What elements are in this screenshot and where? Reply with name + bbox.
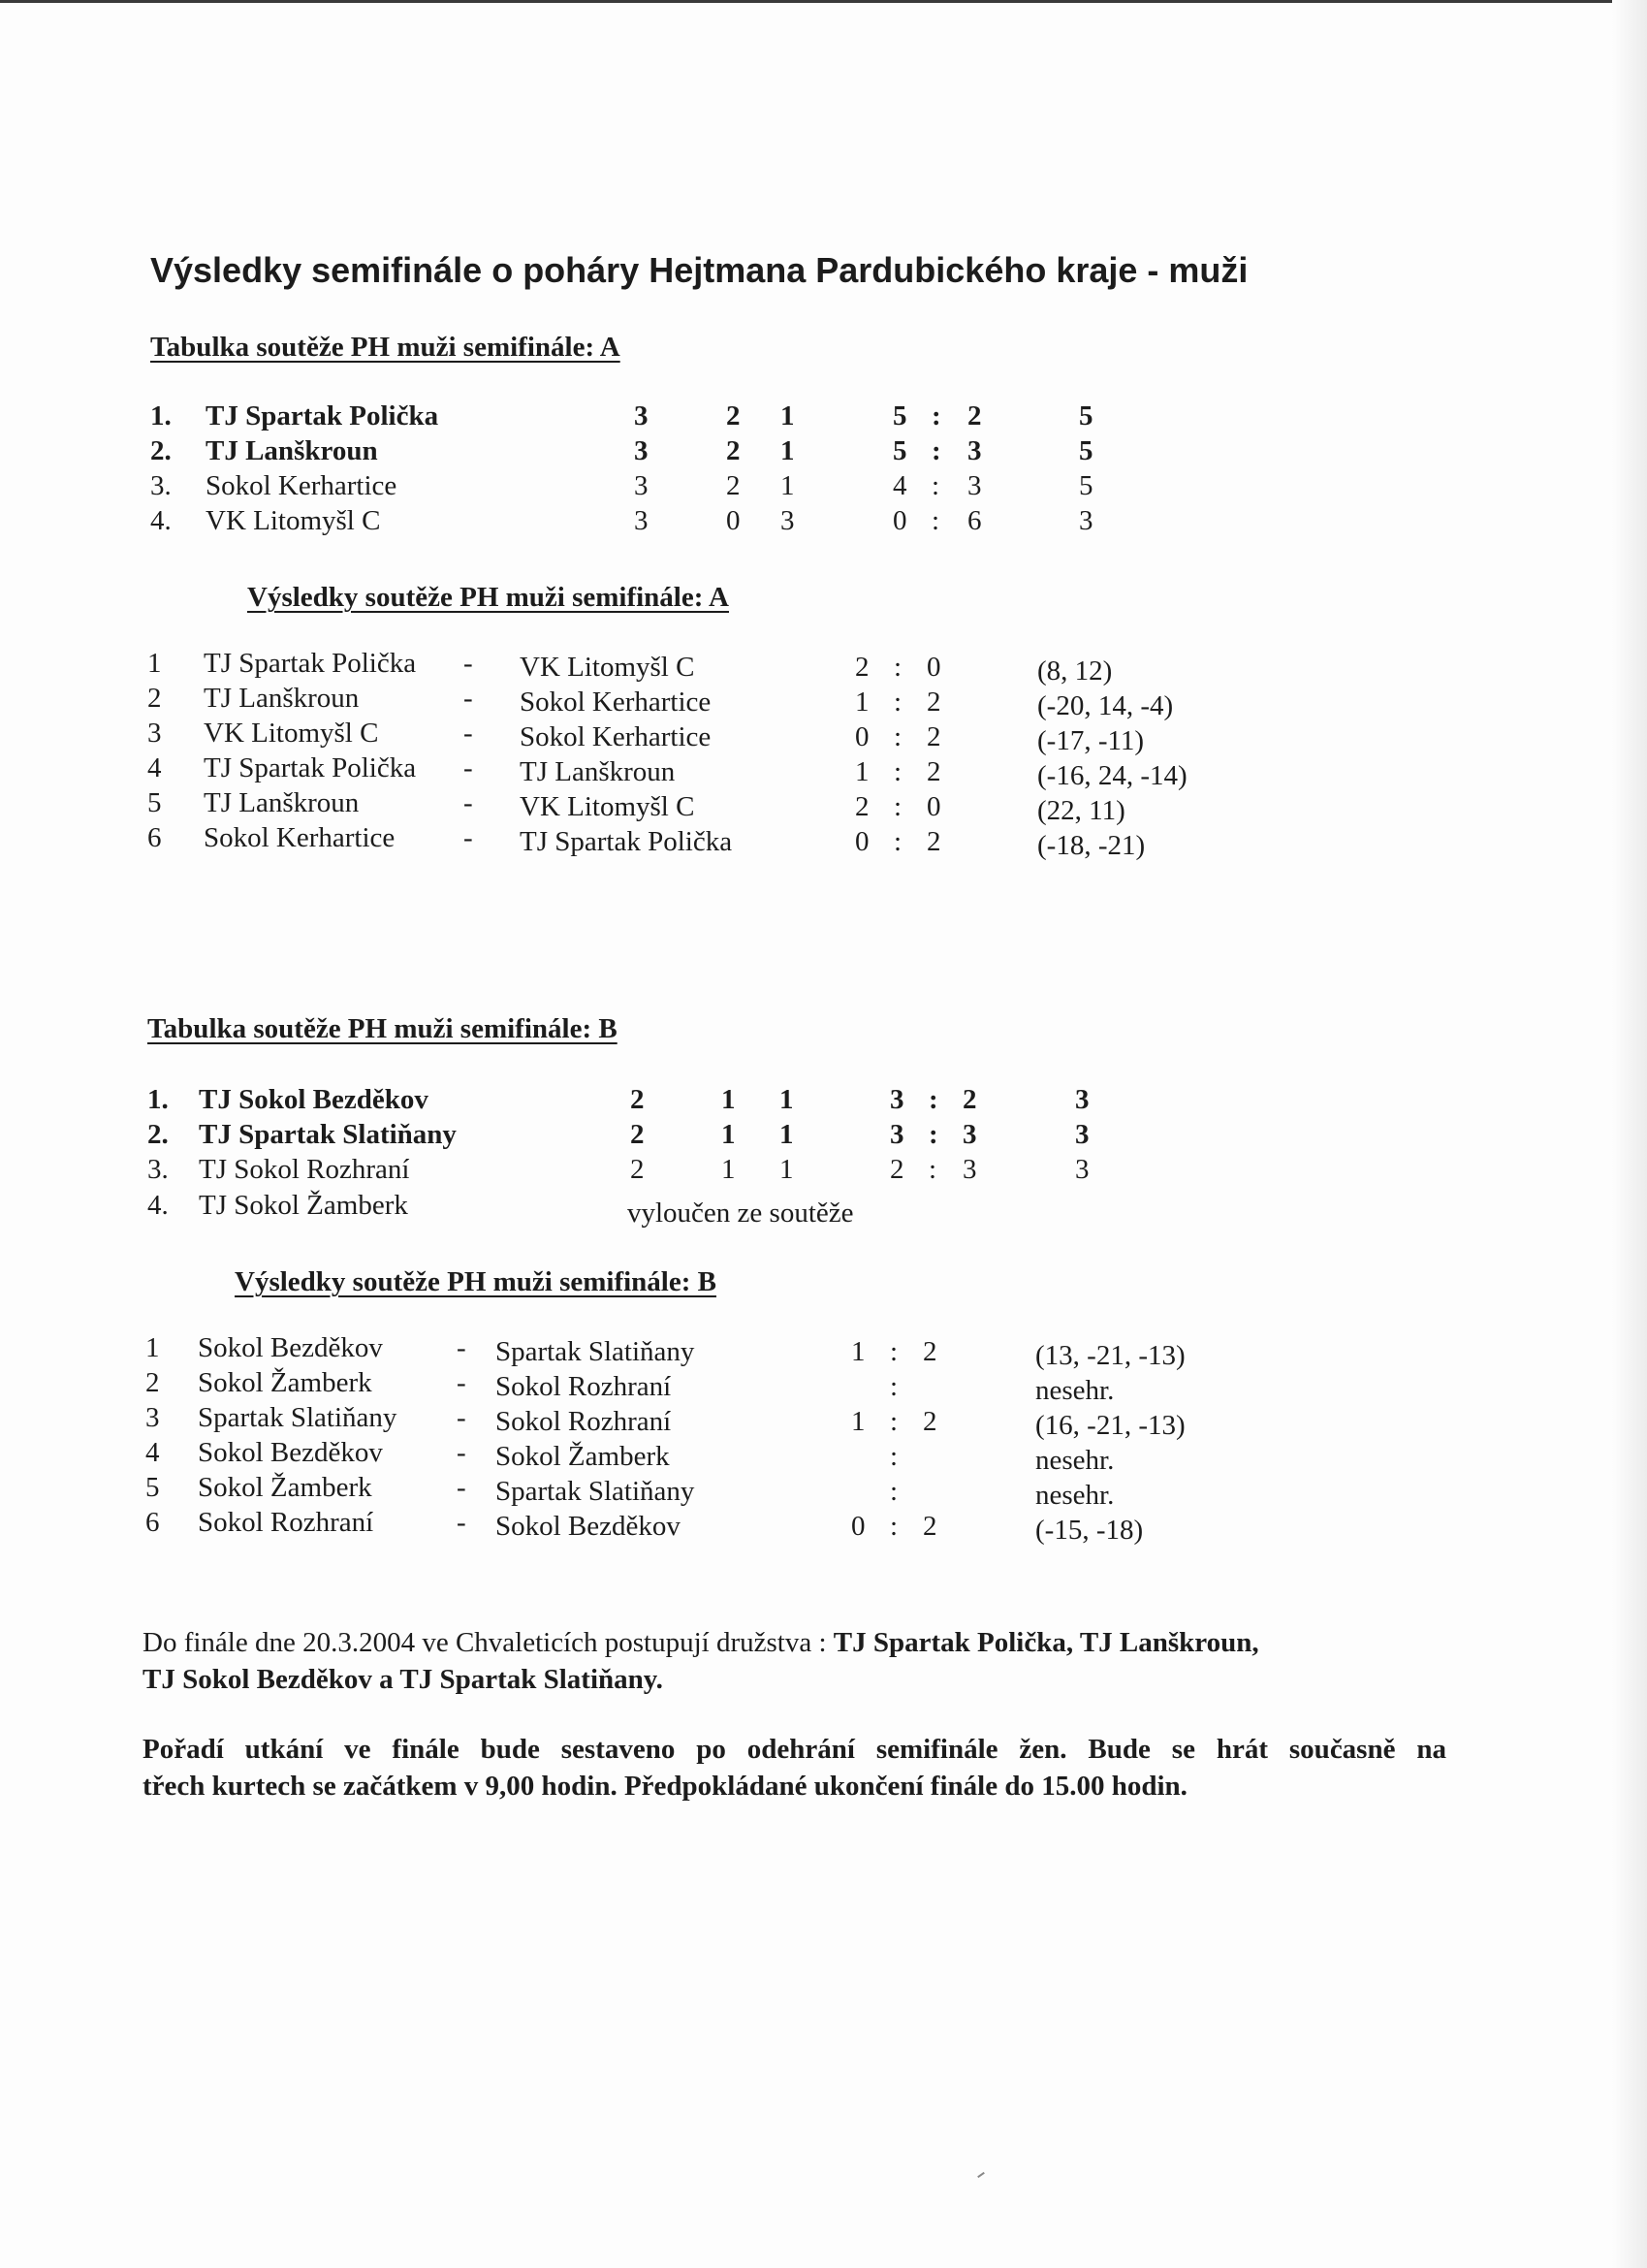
standings-rank: 3. — [150, 470, 172, 501]
result-score-separator: : — [890, 1336, 899, 1367]
result-away-team: Sokol Rozhraní — [495, 1406, 672, 1437]
result-away-team: Sokol Kerhartice — [520, 721, 712, 752]
standings-sets-against: 3 — [963, 1154, 977, 1185]
result-set-scores: (8, 12) — [1037, 655, 1113, 687]
schedule-note — [143, 1731, 1446, 1805]
finals-note-line1 — [143, 1624, 1259, 1661]
standings-sets-for: 5 — [893, 400, 907, 431]
standings-sets-separator: : — [932, 400, 941, 431]
standings-rank: 2. — [150, 435, 172, 466]
result-home-team: Sokol Kerhartice — [204, 822, 396, 853]
standings-rank: 4. — [150, 505, 172, 536]
standings-sets-separator: : — [929, 1154, 937, 1185]
result-number: 6 — [145, 1507, 160, 1538]
result-dash: - — [463, 683, 473, 714]
result-set-scores: nesehr. — [1035, 1480, 1115, 1511]
result-away-team: Sokol Rozhraní — [495, 1371, 672, 1402]
standings-played: 2 — [630, 1154, 645, 1185]
standings-sets-against: 3 — [967, 470, 982, 501]
group-b-table-heading: Tabulka soutěže PH muži semifinále: B — [147, 1013, 618, 1044]
result-away-team: Sokol Bezděkov — [495, 1511, 681, 1542]
standings-sets-separator: : — [929, 1119, 938, 1150]
result-number: 1 — [145, 1332, 160, 1363]
standings-won: 2 — [726, 400, 741, 431]
result-home-team: Spartak Slatiňany — [198, 1402, 397, 1433]
result-score-away: 2 — [923, 1406, 937, 1437]
standings-won: 2 — [726, 470, 741, 501]
result-score-away: 2 — [927, 687, 941, 718]
result-score-separator: : — [894, 652, 903, 683]
standings-lost: 3 — [780, 505, 795, 536]
result-set-scores: (-20, 14, -4) — [1037, 690, 1174, 721]
result-away-team: Sokol Kerhartice — [520, 687, 712, 718]
result-score-away: 2 — [923, 1511, 937, 1542]
standings-sets-separator: : — [932, 435, 941, 466]
standings-lost: 1 — [780, 470, 795, 501]
finals-note-teams-2: TJ Sokol Bezděkov a TJ Spartak Slatiňany. — [143, 1664, 663, 1695]
standings-played: 3 — [634, 505, 649, 536]
result-score-away: 0 — [927, 791, 941, 822]
result-score-separator: : — [894, 687, 903, 718]
standings-team: Sokol Kerhartice — [206, 470, 397, 501]
schedule-note-line1: Pořadí utkání ve finále bude sestaveno po odehrání semifinále žen. Bude se hrát současně na — [143, 1734, 1446, 1765]
result-dash: - — [463, 822, 473, 853]
standings-sets-separator: : — [932, 505, 940, 536]
standings-lost: 1 — [779, 1084, 794, 1115]
result-score-separator: : — [890, 1476, 899, 1507]
result-away-team: VK Litomyšl C — [520, 652, 695, 683]
result-score-home: 2 — [855, 652, 870, 683]
result-home-team: Sokol Rozhraní — [198, 1507, 374, 1538]
result-number: 5 — [147, 787, 162, 818]
schedule-note-line2: třech kurtech se začátkem v 9,00 hodin. Předpokládané ukončení finále do 15.00 hodin. — [143, 1771, 1188, 1802]
result-number: 3 — [147, 718, 162, 749]
result-number: 6 — [147, 822, 162, 853]
result-number: 1 — [147, 648, 162, 679]
result-number: 2 — [145, 1367, 160, 1398]
result-score-away: 2 — [927, 721, 941, 752]
finals-note-text: Do finále dne 20.3.2004 ve Chvaleticích postupují družstva : — [143, 1627, 834, 1658]
standings-sets-against: 3 — [967, 435, 982, 466]
result-set-scores: (22, 11) — [1037, 795, 1125, 826]
result-dash: - — [457, 1472, 466, 1503]
result-set-scores: (16, -21, -13) — [1035, 1410, 1186, 1441]
excluded-note: vyloučen ze soutěže — [627, 1198, 854, 1229]
result-set-scores: (-16, 24, -14) — [1037, 760, 1188, 791]
result-score-away: 2 — [927, 826, 941, 857]
result-score-separator: : — [890, 1441, 899, 1472]
result-score-separator: : — [894, 791, 903, 822]
result-away-team: Spartak Slatiňany — [495, 1476, 695, 1507]
finals-note — [143, 1624, 1259, 1698]
standings-played: 3 — [634, 400, 649, 431]
result-away-team: VK Litomyšl C — [520, 791, 695, 822]
result-home-team: Sokol Bezděkov — [198, 1437, 383, 1468]
standings-won: 1 — [721, 1084, 736, 1115]
group-a-results-heading: Výsledky soutěže PH muži semifinále: A — [247, 582, 729, 613]
standings-team: TJ Sokol Bezděkov — [199, 1084, 428, 1115]
result-away-team: TJ Lanškroun — [520, 756, 676, 787]
finals-note-teams-1: TJ Spartak Polička, TJ Lanškroun, — [833, 1627, 1259, 1658]
result-score-home: 1 — [855, 756, 870, 787]
result-score-home: 2 — [855, 791, 870, 822]
result-number: 2 — [147, 683, 162, 714]
result-away-team: Sokol Žamberk — [495, 1441, 670, 1472]
result-dash: - — [463, 752, 473, 783]
result-set-scores: nesehr. — [1035, 1445, 1115, 1476]
standings-sets-for: 3 — [890, 1084, 904, 1115]
result-home-team: TJ Spartak Polička — [204, 752, 417, 783]
result-home-team: Sokol Bezděkov — [198, 1332, 383, 1363]
standings-team: TJ Sokol Rozhraní — [199, 1154, 410, 1185]
standings-team: TJ Spartak Slatiňany — [199, 1119, 457, 1150]
result-home-team: TJ Lanškroun — [204, 683, 360, 714]
result-dash: - — [457, 1332, 466, 1363]
result-home-team: Sokol Žamberk — [198, 1367, 372, 1398]
standings-sets-for: 4 — [893, 470, 907, 501]
result-set-scores: nesehr. — [1035, 1375, 1115, 1406]
standings-team: TJ Lanškroun — [206, 435, 378, 466]
result-score-separator: : — [890, 1371, 899, 1402]
standings-team: VK Litomyšl C — [206, 505, 381, 536]
result-home-team: Sokol Žamberk — [198, 1472, 372, 1503]
result-score-away: 2 — [927, 756, 941, 787]
standings-sets-for: 3 — [890, 1119, 904, 1150]
result-score-separator: : — [894, 756, 903, 787]
scan-top-edge — [0, 0, 1647, 3]
standings-points: 3 — [1079, 505, 1093, 536]
group-b-results-heading: Výsledky soutěže PH muži semifinále: B — [235, 1266, 716, 1297]
result-score-home: 1 — [855, 687, 870, 718]
standings-rank: 3. — [147, 1154, 169, 1185]
standings-won: 0 — [726, 505, 741, 536]
standings-points: 3 — [1075, 1084, 1090, 1115]
result-set-scores: (-18, -21) — [1037, 830, 1146, 861]
standings-sets-against: 2 — [967, 400, 982, 431]
standings-rank: 1. — [147, 1084, 169, 1115]
result-score-away: 0 — [927, 652, 941, 683]
standings-sets-against: 6 — [967, 505, 982, 536]
standings-lost: 1 — [780, 400, 795, 431]
result-score-away: 2 — [923, 1336, 937, 1367]
standings-sets-for: 5 — [893, 435, 907, 466]
standings-rank: 1. — [150, 400, 172, 431]
group-a-table-heading: Tabulka soutěže PH muži semifinále: A — [150, 332, 620, 363]
excluded-rank: 4. — [147, 1190, 169, 1221]
result-away-team: TJ Spartak Polička — [520, 826, 733, 857]
result-set-scores: (-17, -11) — [1037, 725, 1145, 756]
result-score-home: 0 — [855, 721, 870, 752]
result-score-home: 1 — [851, 1406, 866, 1437]
standings-lost: 1 — [780, 435, 795, 466]
scan-right-edge — [1612, 0, 1647, 2268]
result-dash: - — [463, 787, 473, 818]
finals-note-line2 — [143, 1661, 1259, 1698]
result-score-separator: : — [890, 1511, 899, 1542]
result-set-scores: (-15, -18) — [1035, 1515, 1144, 1546]
result-dash: - — [457, 1437, 466, 1468]
result-set-scores: (13, -21, -13) — [1035, 1340, 1186, 1371]
result-score-separator: : — [894, 721, 903, 752]
result-away-team: Spartak Slatiňany — [495, 1336, 695, 1367]
standings-points: 5 — [1079, 400, 1093, 431]
standings-rank: 2. — [147, 1119, 169, 1150]
standings-sets-separator: : — [932, 470, 940, 501]
standings-lost: 1 — [779, 1119, 794, 1150]
standings-played: 2 — [630, 1119, 645, 1150]
result-dash: - — [457, 1367, 466, 1398]
standings-team: TJ Spartak Polička — [206, 400, 439, 431]
result-home-team: TJ Lanškroun — [204, 787, 360, 818]
result-dash: - — [463, 718, 473, 749]
standings-played: 3 — [634, 470, 649, 501]
result-dash: - — [457, 1507, 466, 1538]
result-number: 4 — [145, 1437, 160, 1468]
scan-speck — [977, 2172, 985, 2178]
result-score-home: 0 — [851, 1511, 866, 1542]
result-score-separator: : — [894, 826, 903, 857]
result-dash: - — [463, 648, 473, 679]
standings-sets-separator: : — [929, 1084, 938, 1115]
standings-points: 5 — [1079, 435, 1093, 466]
standings-won: 1 — [721, 1154, 736, 1185]
result-number: 5 — [145, 1472, 160, 1503]
standings-played: 2 — [630, 1084, 645, 1115]
standings-lost: 1 — [779, 1154, 794, 1185]
result-number: 4 — [147, 752, 162, 783]
result-dash: - — [457, 1402, 466, 1433]
result-number: 3 — [145, 1402, 160, 1433]
result-score-home: 1 — [851, 1336, 866, 1367]
standings-sets-against: 3 — [963, 1119, 977, 1150]
result-home-team: VK Litomyšl C — [204, 718, 379, 749]
result-score-home: 0 — [855, 826, 870, 857]
standings-won: 2 — [726, 435, 741, 466]
standings-sets-for: 0 — [893, 505, 907, 536]
standings-won: 1 — [721, 1119, 736, 1150]
page-title: Výsledky semifinále o poháry Hejtmana Pardubického kraje - muži — [150, 250, 1249, 290]
standings-points: 5 — [1079, 470, 1093, 501]
standings-points: 3 — [1075, 1119, 1090, 1150]
result-home-team: TJ Spartak Polička — [204, 648, 417, 679]
excluded-team: TJ Sokol Žamberk — [199, 1190, 408, 1221]
standings-sets-for: 2 — [890, 1154, 904, 1185]
standings-points: 3 — [1075, 1154, 1090, 1185]
result-score-separator: : — [890, 1406, 899, 1437]
standings-sets-against: 2 — [963, 1084, 977, 1115]
standings-played: 3 — [634, 435, 649, 466]
